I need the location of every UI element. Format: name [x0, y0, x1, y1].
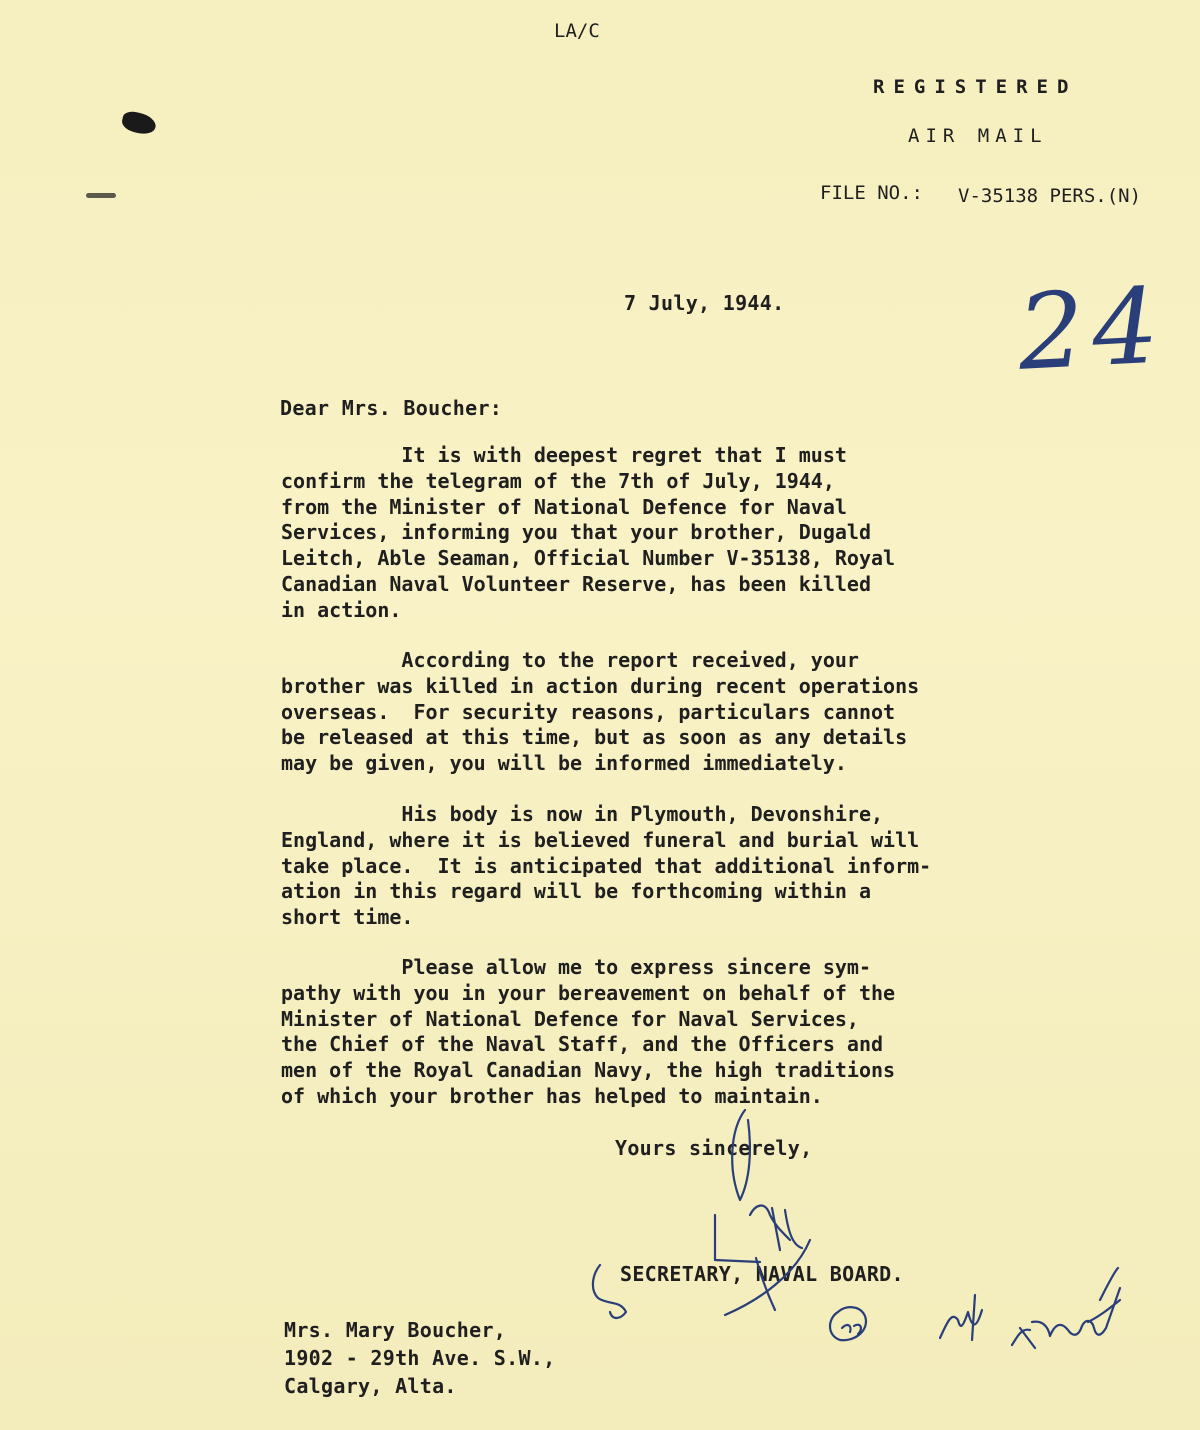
- file-number-label: FILE NO.:: [820, 182, 923, 204]
- registered-label: REGISTERED: [873, 76, 1078, 98]
- handwritten-signature-mark: [580, 1090, 1140, 1370]
- recipient-street: 1902 - 29th Ave. S.W.,: [284, 1346, 556, 1370]
- paragraph-1: It is with deepest regret that I must confirm the telegram of the 7th of July, 1944, from the Minister of National Defence for Naval Services, informing you that your brother, Dugald Leitch, Able Seaman, Official Number V-35138, Royal Canadian Naval Volunteer Reserve, has been killed in action.: [281, 443, 896, 622]
- salutation: Dear Mrs. Boucher:: [280, 396, 503, 420]
- punch-hole-mark-small: [86, 193, 116, 198]
- letter-date: 7 July, 1944.: [624, 291, 785, 315]
- paragraph-2: According to the report received, your brother was killed in action during recent operations overseas. For security reasons, particulars cannot be released at this time, but as soon as any details may be given, you will be informed immediately.: [281, 648, 920, 776]
- reference-code: LA/C: [554, 20, 600, 42]
- recipient-city: Calgary, Alta.: [284, 1374, 457, 1398]
- paragraph-3: His body is now in Plymouth, Devonshire, England, where it is believed funeral and burial will take place. It is anticipated that additional inform- ation in this regard will be forthcoming within a short time.: [281, 802, 932, 930]
- signature-title: SECRETARY, NAVAL BOARD.: [620, 1262, 904, 1286]
- file-number-value: V-35138 PERS.(N): [958, 185, 1142, 207]
- recipient-name: Mrs. Mary Boucher,: [284, 1318, 507, 1342]
- closing: Yours sincerely,: [615, 1136, 813, 1160]
- air-mail-label: AIR MAIL: [908, 125, 1048, 147]
- punch-hole-mark: [120, 110, 157, 137]
- handwritten-folio-number: 24: [1014, 264, 1170, 394]
- paragraph-4: Please allow me to express sincere sym- pathy with you in your bereavement on behalf of the Minister of National Defence for Naval Services, the Chief of the Naval Staff, and the Officers and men of the Royal Canadian Navy, the high traditions of which your brother has helped to maintain.: [281, 955, 896, 1108]
